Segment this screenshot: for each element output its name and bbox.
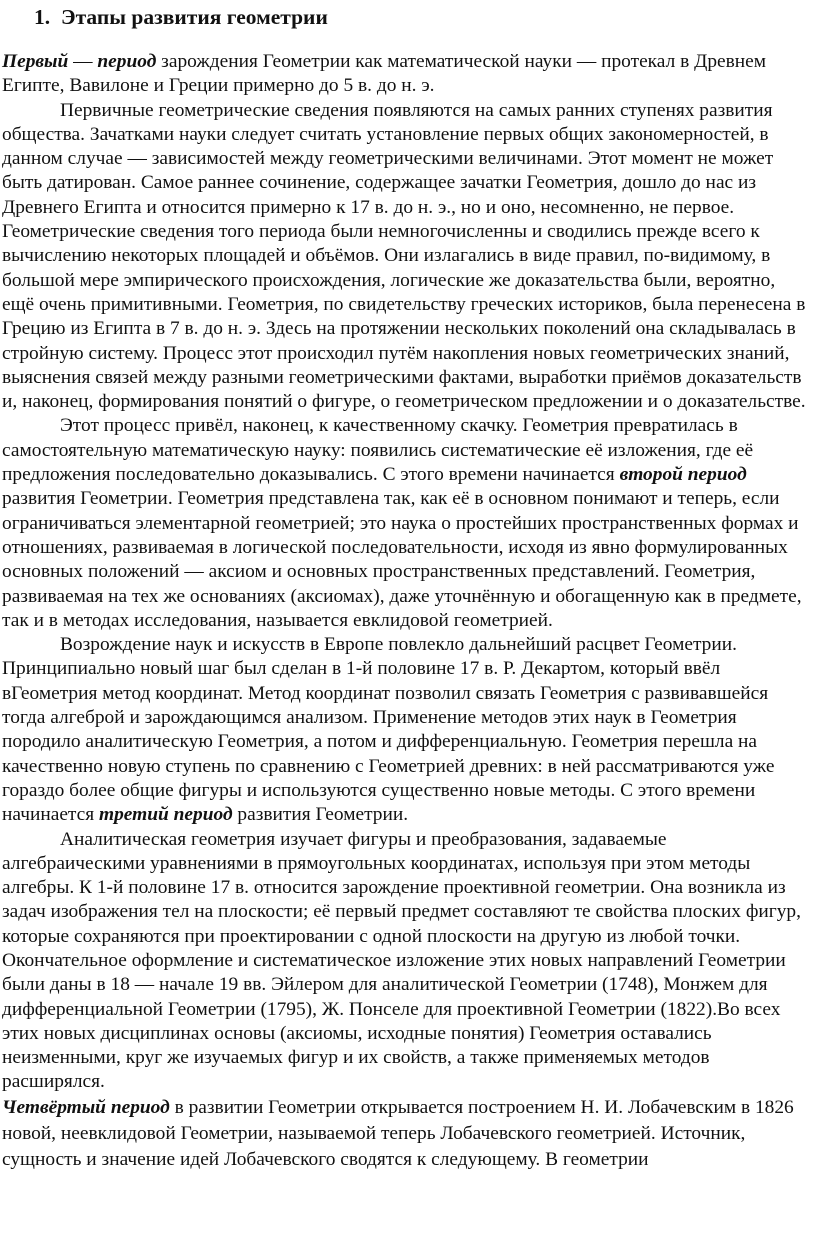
paragraph-fourth-period <box>2 1095 810 1173</box>
fourth-period-emphasis: Четвёртый период <box>2 1096 170 1118</box>
paragraph-first-period <box>2 50 810 99</box>
second-period-after: развития Геометрии. Геометрия представлена так, как её в основном понимают и теперь, если ограничиваться элементарной геометрией; это наука о простейших пространственных формах и отношениях, развиваемая в логической последовательности, исходя из явно формулированных основных положений — аксиом и основных пространственных представлений. Геометрия, развиваемая на тех же основаниях (аксиомах), даже уточнённую и обогащенную как в предмете, так и в методах исследования, называется евклидовой геометрией. <box>2 488 802 631</box>
first-period-lead-a: Первый <box>2 51 69 72</box>
heading-title: Этапы развития геометрии <box>61 5 328 29</box>
second-period-before: Этот процесс привёл, наконец, к качественному скачку. Геометрия превратилась в самостоятельную математическую науку: появились систематические её изложения, где её предложения последовательно доказывались. С этого времени начинается <box>2 415 754 486</box>
paragraph-second-period <box>2 414 810 633</box>
second-period-emphasis: второй период <box>619 464 747 486</box>
third-period-before: Возрождение наук и искусств в Европе повлекло дальнейший расцвет Геометрии. Принципиально новый шаг был сделан в 1-й половине 17 в. Р. Декартом, который ввёл вГеометрия метод координат. Метод координат позволил связать Геометрия с развивавшейся тогда алгеброй и зарождающимся анализом. Применение методов этих наук в Геометрия породило аналитическую Геометрия, а потом и дифференциальную. Геометрия перешла на качественно новую ступень по сравнению с Геометрией древних: в ней рассматриваются уже гораздо более общие фигуры и используются существенно новые методы. С этого времени начинается <box>2 634 775 826</box>
first-period-dash: — <box>68 51 98 72</box>
first-period-text: зарождения Геометрии как математической науки — протекал в Древнем Египте, Вавилоне и Греции примерно до 5 в. до н. э. <box>2 51 767 97</box>
section-heading <box>2 0 810 50</box>
paragraph-third-period <box>2 633 810 827</box>
paragraph-analytic-geometry: Аналитическая геометрия изучает фигуры и преобразования, задаваемые алгебраическими уравнениями в прямоугольных координатах, используя при этом методы алгебры. К 1-й половине 17 в. относится зарождение проективной геометрии. Она возникла из задач изображения тел на плоскости; её первый предмет составляют те свойства плоских фигур, которые сохраняются при проектировании с одной плоскости на другую из любой точки. Окончательное оформление и систематическое изложение этих новых направлений Геометрии были даны в 18 — начале 19 вв. Эйлером для аналитической Геометрии (1748), Монжем для дифференциальной Геометрии (1795), Ж. Понселе для проективной Геометрии (1822).Во всех этих новых дисциплинах основы (аксиомы, исходные понятия) Геометрия оставались неизменными, круг же изучаемых фигур и их свойств, а также применяемых методов расширялся. <box>2 828 801 1093</box>
paragraph-early-geometry: Первичные геометрические сведения появляются на самых ранних ступенях развития общества. Зачатками науки следует считать установление первых общих закономерностей, в данном случае — зависимостей между геометрическими величинами. Этот момент не может быть датирован. Самое раннее сочинение, содержащее зачатки Геометрия, дошло до нас из Древнего Египта и относится примерно к 17 в. до н. э., но и оно, несомненно, не первое. Геометрические сведения того периода были немногочисленны и сводились прежде всего к вычислению некоторых площадей и объёмов. Они излагались в виде правил, по-видимому, в большой мере эмпирического происхождения, логические же доказательства были, вероятно, ещё очень примитивными. Геометрия, по свидетельству греческих историков, была перенесена в Грецию из Египта в 7 в. до н. э. Здесь на протяжении нескольких поколений она складывалась в стройную систему. Процесс этот происходил путём накопления новых геометрических знаний, выяснения связей между разными геометрическими фактами, выработки приёмов доказательств и, наконец, формирования понятий о фигуре, о геометрическом предложении и о доказательстве. <box>2 99 806 413</box>
third-period-after: развития Геометрии. <box>232 804 409 826</box>
first-period-lead-b: период <box>97 51 157 72</box>
heading-number: 1. <box>34 5 51 29</box>
third-period-emphasis: третий период <box>99 804 233 826</box>
fourth-period-after: в развитии Геометрии открывается построением Н. И. Лобачевским в 1826 новой, неевклидовой Геометрии, называемой теперь Лобачевского геометрией. Источник, сущность и значение идей Лобачевского сводятся к следующему. В геометрии <box>2 1096 794 1170</box>
